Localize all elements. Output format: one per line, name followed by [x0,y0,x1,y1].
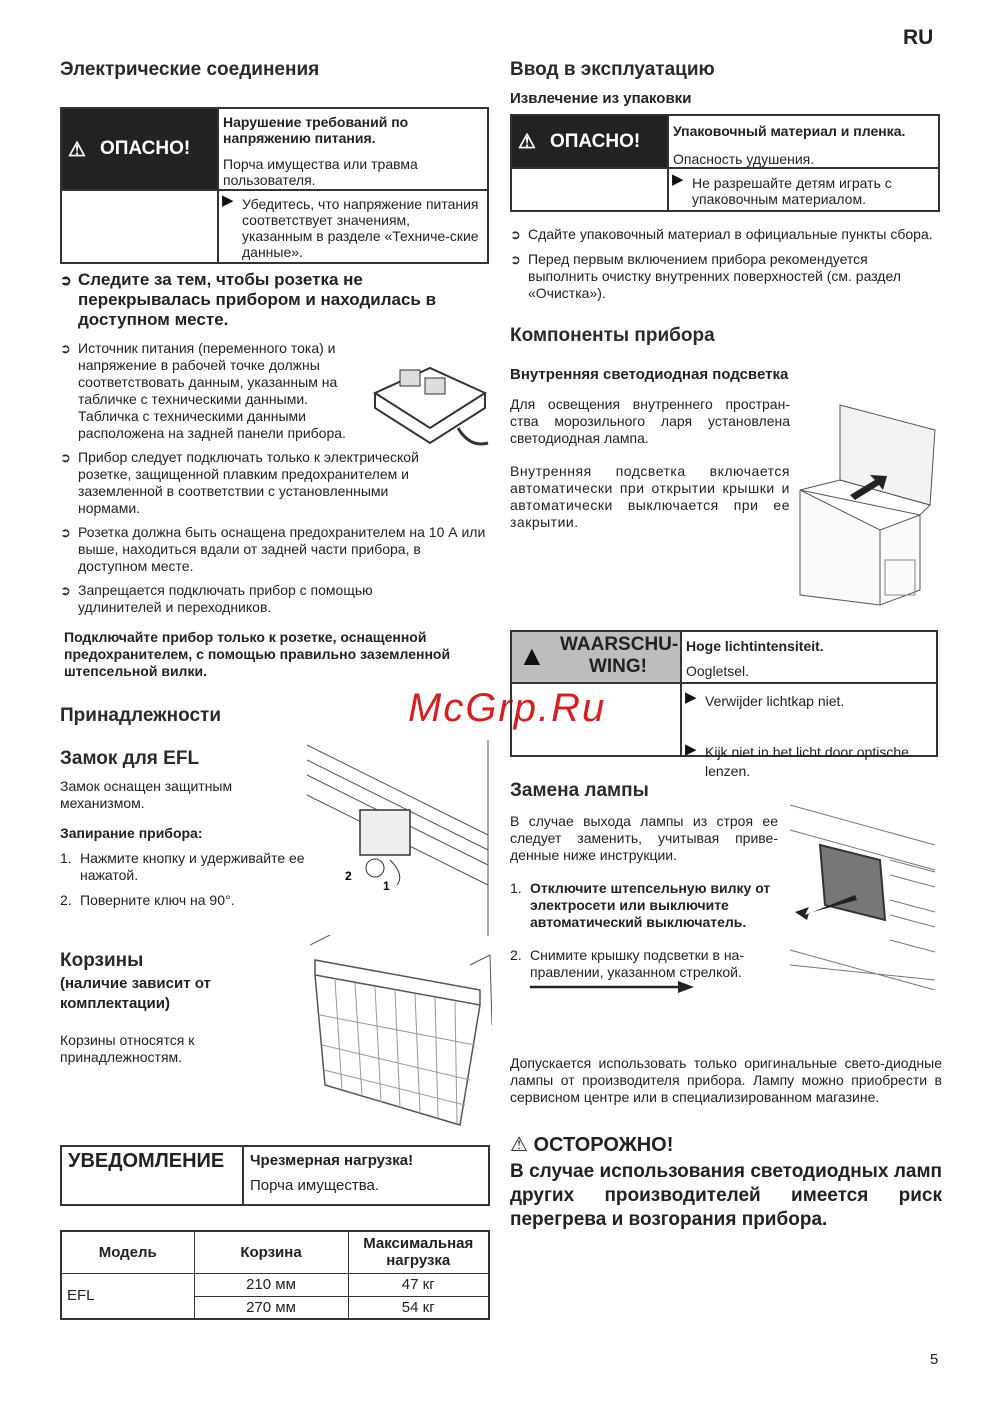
danger-label [512,116,667,167]
basket-load-table [60,1230,490,1320]
bold-bullet: ➲ Следите за тем, чтобы розетка не перекрывалась прибором и находилась в доступном месте. [60,270,480,330]
list-item: ➲ Розетка должна быть оснащена предохранителем на 10 А или выше, находиться вдали от задней части прибора, в доступном месте. [60,524,490,575]
step-item: 2. Поверните ключ на 90°. [60,892,235,908]
warning-triangle-icon: ⚠ [68,138,86,161]
list-item: ➲ Перед первым включением прибора рекомендуется выполнить очистку внутренних поверхностей (см. раздел «Очистка»). [510,251,940,302]
list-item: ➲ Запрещается подключать прибор с помощью удлинителей и переходников. [60,582,460,616]
step-item: 1. Нажмите кнопку и удерживайте ее нажатой. [60,850,305,883]
caution-text: В случае использования светодиодных ламп других производителей имеется риск перегрева и возгорания прибора. [510,1161,942,1230]
danger-label [62,109,217,189]
svg-text:1: 1 [383,879,390,893]
socket-illustration [370,358,490,453]
list-item: ➲ Источник питания (переменного тока) и напряжение в рабочей точке должны соответствовать данным, указанным на табличке с техническими данными. Табличка с техническими данными расположена на задней панели прибора. [60,340,465,442]
language-code: RU [903,26,934,49]
warning-label [512,632,680,682]
caution-triangle-icon: ⚠ [510,1134,528,1156]
notice-label: УВЕДОМЛЕНИЕ [68,1150,225,1172]
lamp-steps [510,880,782,981]
direction-arrow-icon [528,980,698,994]
table-cell: 270 мм [194,1296,348,1319]
danger-consequence: Опасность удушения. [673,151,815,167]
lock-text: Замок оснащен защитным механизмом. [60,778,233,811]
led-paragraph-1: Для освещения внутреннего простран-ства морозильного ларя установлена светодиодная лампа. [510,396,790,446]
step-item: 1. Отключите штепсельную вилку от электросети или выключите автоматический выключатель. [510,880,771,930]
warning-action: ▶ Kijk niet in het licht door optische lenzen. [685,740,935,784]
danger-action: ▶ Не разрешайте детям играть с упаковочным материалом. [672,172,932,210]
locking-title: Запирание прибора: [60,825,203,841]
danger-box-voltage [60,107,489,264]
components-title: Компоненты прибора [510,325,715,346]
lamp-cover-illustration [785,800,940,990]
warning-heading: Hoge lichtintensiteit. [686,638,824,654]
section-title-electrical: Электрические соединения [60,59,320,80]
baskets-subtitle: (наличие зависит от комплектации) [60,975,211,1012]
table-cell: 54 кг [348,1296,489,1319]
table-cell: 210 мм [194,1273,348,1296]
col-header: Корзина [194,1231,348,1273]
col-header: Максимальная нагрузка [348,1231,489,1273]
danger-action: ▶ Убедитесь, что напряжение питания соответствует значениям, указанным в разделе «Техниче-ские данные». [222,193,487,263]
danger-label-text: ОПАСНО! [549,130,641,152]
lock-title: Замок для EFL [60,748,200,769]
warning-action: ▶ Verwijder lichtkap niet. [685,690,935,712]
unpacking-bullets [510,226,940,309]
col-header: Модель [61,1231,194,1273]
list-item: ➲ Сдайте упаковочный материал в официальные пункты сбора. [510,226,940,243]
notice-heading: Чрезмерная нагрузка! [250,1152,414,1169]
caution-heading: ⚠ ОСТОРОЖНО! [510,1134,674,1156]
warning-triangle-icon: ⚠ [518,131,536,153]
page-number: 5 [930,1351,939,1368]
section-title-commissioning: Ввод в эксплуатацию [510,59,715,80]
freezer-illustration [795,400,940,610]
danger-label-text: ОПАСНО! [99,138,191,159]
warning-box-light [510,630,938,779]
notice-consequence: Порча имущества. [250,1177,380,1194]
lamp-title: Замена лампы [510,780,649,801]
led-paragraph-2: Внутренняя подсветка включается автоматически при открытии крышки и автоматически выключается при ее закрытии. [510,463,790,530]
table-cell: 47 кг [348,1273,489,1296]
baskets-text: Корзины относятся к принадлежностям. [60,1032,195,1065]
lamp-note: Допускается использовать только оригинальные свето-диодные лампы от производителя прибора. Лампу можно приобрести в сервисном центре или в специализированном магазине. [510,1055,942,1105]
model-cell: EFL [61,1273,194,1319]
svg-text:2: 2 [345,869,352,883]
baskets-title: Корзины [60,950,144,971]
locking-steps [60,850,305,909]
watermark: McGrp.Ru [408,686,607,730]
warning-label-text: WAARSCHU-WING! [560,634,679,677]
basket-illustration [310,935,492,1127]
bold-note: Подключайте прибор только к розетке, оснащенной предохранителем, с помощью правильно заземленной штепсельной вилки. [64,629,451,679]
warning-consequence: Oogletsel. [686,663,750,679]
danger-heading: Упаковочный материал и пленка. [673,123,906,139]
unpacking-title: Извлечение из упаковки [510,90,692,107]
notice-box [60,1145,490,1206]
warning-triangle-icon: ▲ [518,640,546,671]
danger-box-packaging [510,114,940,212]
accessories-title: Принадлежности [60,705,222,726]
lamp-paragraph: В случае выхода лампы из строя ее следует заменить, учитывая приве-денные ниже инструкции. [510,813,778,863]
danger-heading: Нарушение требований по напряжению питания. [223,114,409,146]
list-item: ➲ Прибор следует подключать только к электрической розетке, защищенной плавким предохранителем и заземленной в соответствии с установленными нормами. [60,449,440,517]
step-item: 2. Снимите крышку подсветки в на-правлении, указанном стрелкой. [510,947,744,980]
lock-illustration [305,740,491,936]
danger-consequence: Порча имущества или травма пользователя. [223,156,418,188]
led-title: Внутренняя светодиодная подсветка [510,366,789,383]
